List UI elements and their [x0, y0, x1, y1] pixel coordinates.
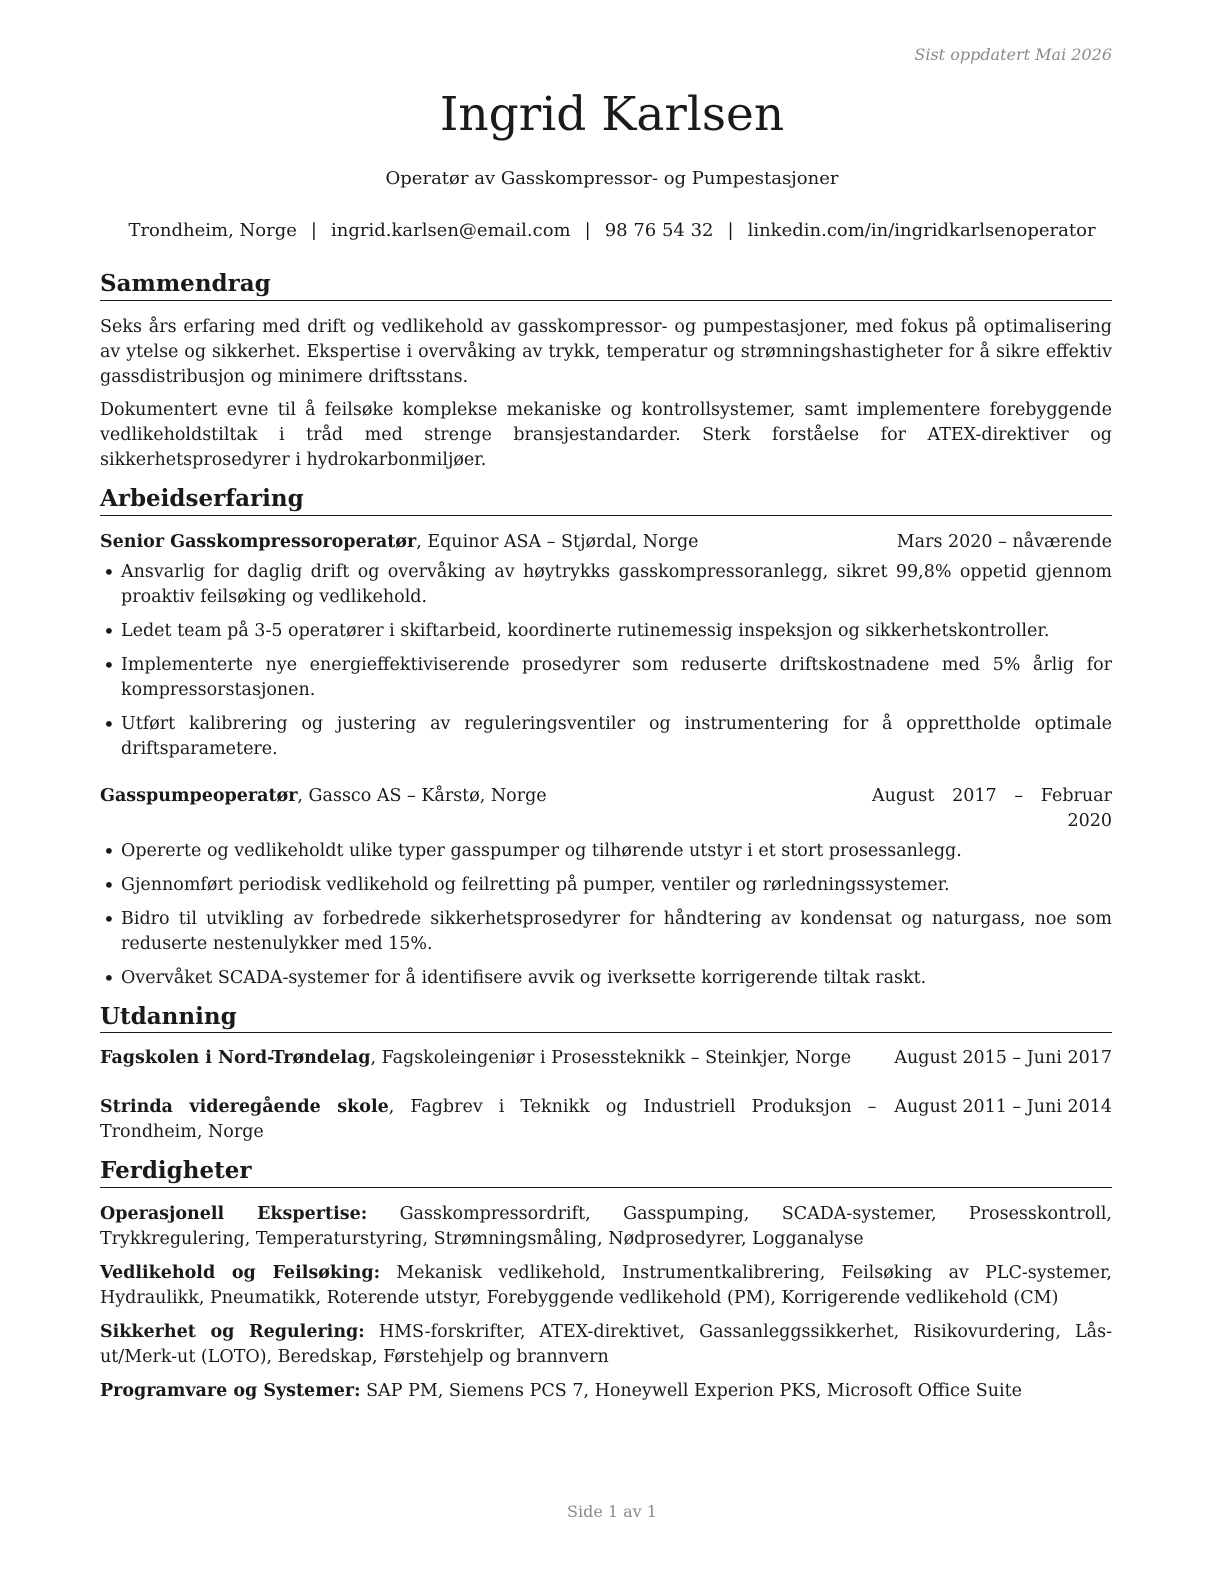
skill-label: Programvare og Systemer: [100, 1381, 361, 1401]
bullet-item: • Implementerte nye energieffektiviserende prosedyrer som reduserte driftskostnadene med 5% årlig for kompressorstasjonen. [100, 653, 1112, 703]
skill-group [100, 1379, 1112, 1404]
skill-group [100, 1261, 1112, 1311]
job-employer: , Gassco AS – Kårstø, Norge [297, 785, 547, 806]
skill-label: Vedlikehold og Feilsøking: [100, 1263, 381, 1283]
section-heading: Arbeidserfaring [100, 485, 1112, 516]
education-section [100, 1003, 1112, 1146]
experience-section [100, 485, 1112, 991]
contact-phone: 98 76 54 32 [604, 220, 714, 241]
job-bullets [100, 839, 1112, 991]
separator: | [310, 220, 317, 241]
job-entry [100, 784, 1112, 991]
bullet-item: • Ledet team på 3-5 operatører i skiftarbeid, koordinerte rutinemessig inspeksjon og sikkerhetskontroller. [100, 619, 1112, 644]
job-title: Senior Gasskompressoroperatør [100, 531, 417, 552]
job-bullets [100, 560, 1112, 762]
school-name: Fagskolen i Nord-Trøndelag [100, 1048, 371, 1069]
section-heading: Sammendrag [100, 270, 1112, 301]
job-employer: , Equinor ASA – Stjørdal, Norge [416, 531, 699, 552]
bullet-item: • Utført kalibrering og justering av reguleringsventiler og instrumentering for å opprettholde optimale driftsparametere. [100, 712, 1112, 762]
skill-label: Operasjonell Ekspertise: [100, 1204, 368, 1224]
contact-linkedin[interactable]: linkedin.com/in/ingridkarlsenoperator [747, 220, 1096, 241]
bullet-item: • Opererte og vedlikeholdt ulike typer gasspumper og tilhørende utstyr i et stort prosessanlegg. [100, 839, 1112, 864]
contact-email[interactable]: ingrid.karlsen@email.com [330, 220, 571, 241]
job-title: Gasspumpeoperatør [100, 785, 298, 806]
degree-info: , Fagskoleingeniør i Prosessteknikk – Steinkjer, Norge [370, 1048, 852, 1069]
separator: | [584, 220, 591, 241]
education-dates: August 2015 – Juni 2017 [894, 1048, 1112, 1069]
skill-items: HMS-forskrifter, ATEX-direktivet, Gassanleggssikkerhet, Risikovurdering, Lås-ut/Merk-ut (LOTO), Beredskap, Førstehjelp og brannvern [100, 1322, 1112, 1367]
summary-paragraph: Seks års erfaring med drift og vedlikehold av gasskompressor- og pumpestasjoner, med fokus på optimalisering av ytelse og sikkerhet. Ekspertise i overvåking av trykk, temperatur og strømningshastigheter for å sikre effektiv gassdistribusjon og minimere driftsstans. [100, 316, 1112, 387]
job-header [100, 530, 1112, 555]
last-updated: Sist oppdatert Mai 2026 [914, 45, 1112, 64]
section-heading: Ferdigheter [100, 1157, 1112, 1188]
contact-line [0, 220, 1224, 241]
bullet-item: • Gjennomført periodisk vedlikehold og feilretting på pumper, ventiler og rørledningssystemer. [100, 873, 1112, 898]
school-name: Strinda videregående skole [100, 1097, 389, 1118]
resume-content [100, 270, 1112, 1416]
skills-section [100, 1157, 1112, 1404]
skill-group [100, 1320, 1112, 1370]
skill-items: SAP PM, Siemens PCS 7, Honeywell Experion PKS, Microsoft Office Suite [366, 1381, 1023, 1401]
education-entry [100, 1046, 1112, 1071]
bullet-item: • Ansvarlig for daglig drift og overvåking av høytrykks gasskompressoranlegg, sikret 99,8% oppetid gjennom proaktiv feilsøking og vedlikehold. [100, 560, 1112, 610]
separator: | [727, 220, 734, 241]
job-dates: August 2017 – Februar 2020 [872, 785, 1112, 831]
summary-paragraph: Dokumentert evne til å feilsøke komplekse mekaniske og kontrollsystemer, samt implementere forebyggende vedlikeholdstiltak i tråd med strenge bransjestandarder. Sterk forståelse for ATEX-direktiver og sikkerhetsprosedyrer i hydrokarbonmiljøer. [100, 399, 1112, 470]
job-entry [100, 530, 1112, 762]
page-number: Side 1 av 1 [567, 1502, 657, 1521]
job-title: Operatør av Gasskompressor- og Pumpestasjoner [385, 168, 839, 189]
job-header [100, 784, 1112, 834]
degree-info: , Fagbrev i Teknikk og Industriell Produksjon – Trondheim, Norge [100, 1097, 877, 1143]
education-entry [100, 1095, 1112, 1145]
skill-items: Gasskompressordrift, Gasspumping, SCADA-systemer, Prosesskontroll, Trykkregulering, Temperaturstyring, Strømningsmåling, Nødprosedyrer, Logganalyse [100, 1204, 1112, 1249]
skill-label: Sikkerhet og Regulering: [100, 1322, 365, 1342]
bullet-item: • Bidro til utvikling av forbedrede sikkerhetsprosedyrer for håndtering av kondensat og naturgass, noe som reduserte nestenulykker med 15%. [100, 907, 1112, 957]
job-dates: Mars 2020 – nåværende [896, 531, 1112, 552]
summary-section [100, 270, 1112, 473]
skill-group [100, 1202, 1112, 1252]
education-dates: August 2011 – Juni 2014 [894, 1097, 1112, 1118]
section-heading: Utdanning [100, 1003, 1112, 1034]
contact-location: Trondheim, Norge [128, 220, 297, 241]
person-name: Ingrid Karlsen [439, 87, 785, 142]
skill-items: Mekanisk vedlikehold, Instrumentkalibrering, Feilsøking av PLC-systemer, Hydraulikk, Pneumatikk, Roterende utstyr, Forebyggende vedlikehold (PM), Korrigerende vedlikehold (CM) [100, 1263, 1112, 1308]
bullet-item: • Overvåket SCADA-systemer for å identifisere avvik og iverksette korrigerende tiltak raskt. [100, 966, 1112, 991]
